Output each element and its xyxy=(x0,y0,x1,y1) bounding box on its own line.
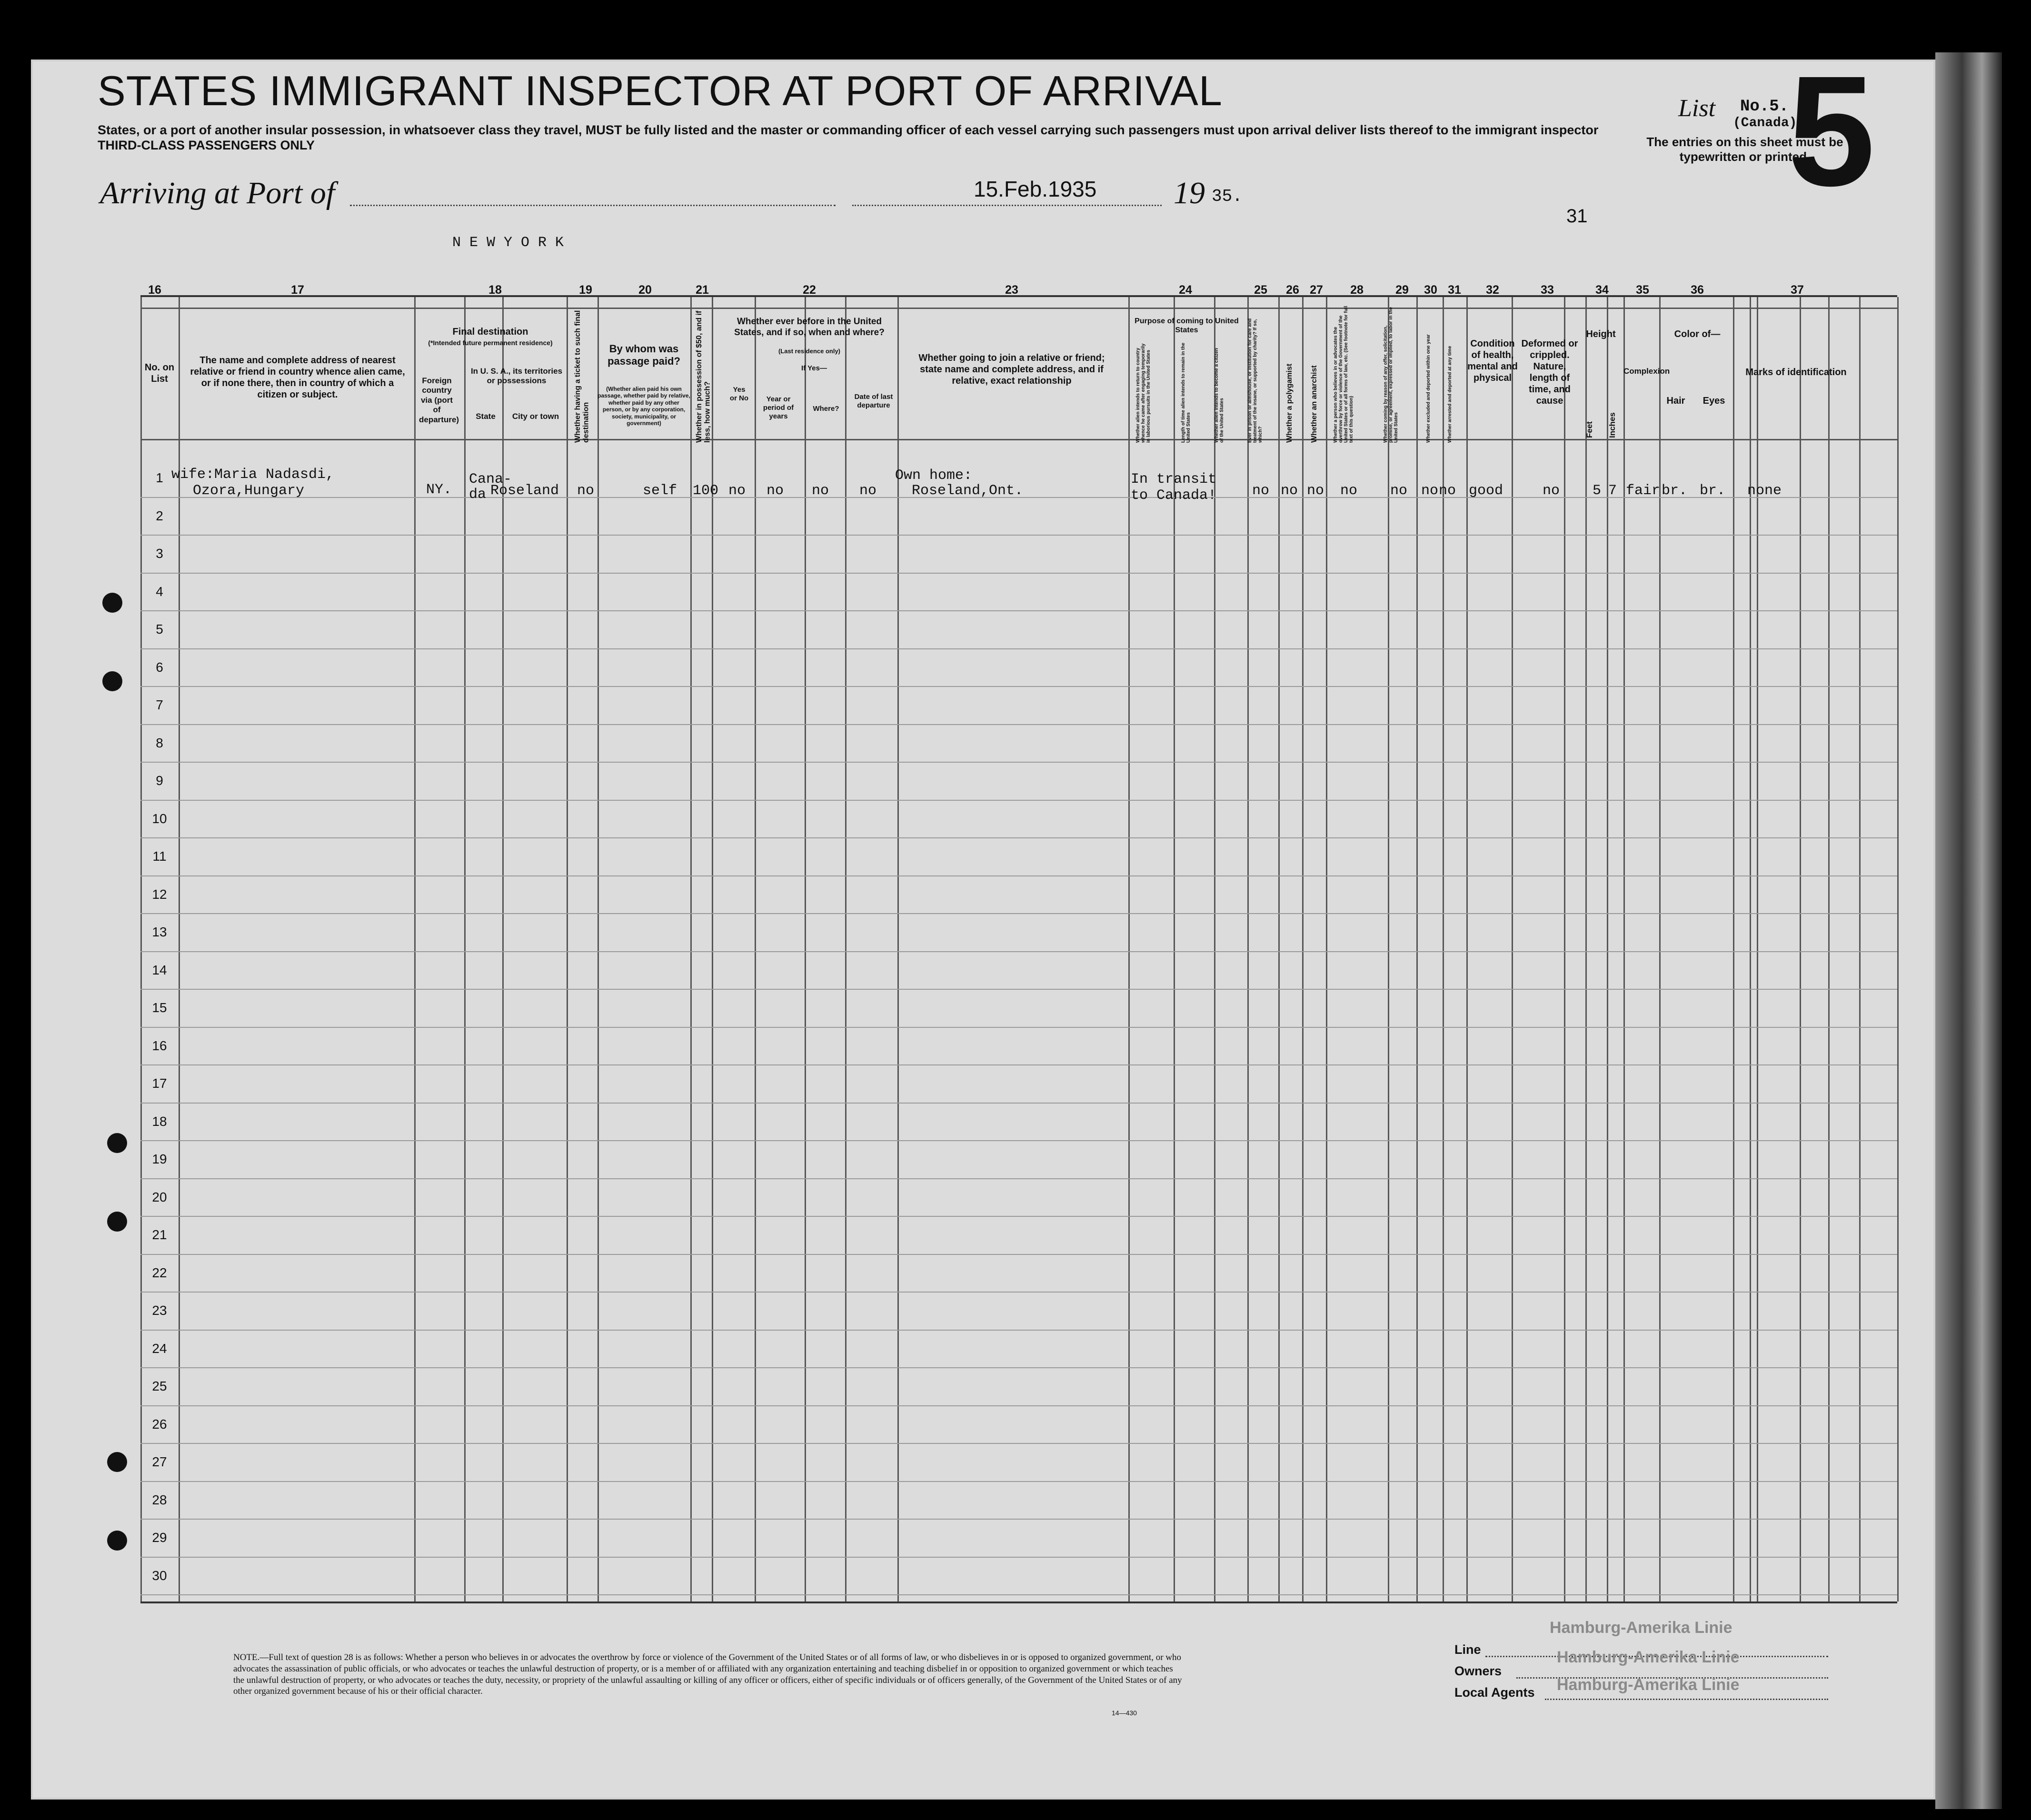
col-num-23: 23 xyxy=(1005,283,1018,297)
binder-hole xyxy=(102,671,122,691)
row-number: 7 xyxy=(156,697,163,712)
row-number: 8 xyxy=(156,735,163,750)
row-divider xyxy=(140,762,1897,763)
foreign-country-value: NY. xyxy=(426,482,452,498)
hair-value: br. xyxy=(1662,483,1688,499)
marks-value: none xyxy=(1747,483,1782,499)
line-label: Line xyxy=(1454,1642,1481,1657)
col-num-34: 34 xyxy=(1595,283,1609,297)
row-number: 19 xyxy=(152,1152,167,1166)
row-number: 23 xyxy=(152,1303,167,1318)
hdr-marks: Marks of identification xyxy=(1745,367,1847,378)
footnote-question-28: NOTE.—Full text of question 28 is as follows: Whether a person who believes in or advocates the overthrow by force or violence of the Government of the United States or of all forms of law, or who disbelieves in or is opposed to organized government, or who advocates the assassination of public officials, or who advocates or teaches the unlawful destruction of property, or is a member of or affiliated with any organization entertaining and teaching disbelief in or opposition to organized government or which teaches the unlawful destruction of property, or who advocates or teaches the duty, necessity, or propriety of the unlawful assaulting or killing of any officer or officers, either of specific individuals or of officers generally, of the Government of the United States or of any other organized government because of his or their official character. xyxy=(233,1652,1182,1697)
hdr-overthrow: Whether a person who believes in or advocates the overthrow by force or violence of the Government of the United States or of all forms of law, etc. (See footnote for full text of this question) xyxy=(1333,306,1354,443)
row-number: 22 xyxy=(152,1265,167,1280)
relative-address: Ozora,Hungary xyxy=(193,483,305,499)
col-num-21: 21 xyxy=(696,283,709,297)
owners-stamp: Hamburg-Amerika Linie xyxy=(1557,1648,1740,1666)
hdr-polygamist: Whether a polygamist xyxy=(1285,363,1294,443)
owners-label: Owners xyxy=(1454,1664,1502,1678)
row-number: 13 xyxy=(152,925,167,939)
hdr-passage-paid-sub: (Whether alien paid his own passage, whether paid by relative, whether paid by any other person, or by any corporation, society, municipality, or government) xyxy=(597,386,690,427)
row-divider xyxy=(140,875,1897,876)
row-divider xyxy=(140,913,1897,914)
row-divider xyxy=(140,837,1897,838)
list-label: List xyxy=(1678,95,1716,122)
hdr-state: State xyxy=(476,412,496,421)
feet-value: 5 xyxy=(1593,483,1602,499)
arriving-label: Arriving at Port of xyxy=(100,176,335,210)
row-divider xyxy=(140,1140,1897,1141)
hdr-final-destination-sub: (*Intended future permanent residence) xyxy=(428,339,553,347)
row-number: 29 xyxy=(152,1530,167,1545)
col-num-16: 16 xyxy=(148,283,161,297)
hdr-yes-no: Yes or No xyxy=(729,386,749,402)
arrival-date: 15.Feb.1935 xyxy=(974,177,1097,201)
hdr-deformed: Deformed or crippled. Nature, length of time, and cause xyxy=(1521,338,1578,406)
row-number: 4 xyxy=(156,584,163,599)
hdr-height: Height xyxy=(1586,329,1616,339)
deported-value: no xyxy=(1439,483,1456,499)
hdr-purpose: Purpose of coming to United States xyxy=(1135,317,1239,335)
row-number: 5 xyxy=(156,622,163,637)
hdr-final-destination: Final destination xyxy=(452,327,528,337)
sheet-big-number: 5 xyxy=(1788,43,1875,219)
header-instruction: States, or a port of another insular possession, in whatsoever class they travel, MUST be fully listed and the master or commanding officer of each vessel carrying such passengers must upon arrival deliver lists thereof to the immigrant inspector xyxy=(98,123,1599,137)
hdr-last-departure: Date of last departure xyxy=(854,393,893,409)
col-num-27: 27 xyxy=(1310,283,1323,297)
row-divider xyxy=(140,1178,1897,1179)
hdr-no-on-list: No. on List xyxy=(144,362,175,384)
hdr-purpose-citizen: Whether alien intends to become a citizen of the United States xyxy=(1214,348,1225,443)
col-num-33: 33 xyxy=(1541,283,1554,297)
col-num-29: 29 xyxy=(1395,283,1409,297)
row-divider xyxy=(140,1103,1897,1104)
hdr-complexion: Complexion xyxy=(1623,367,1670,376)
join-value-1: Own home: xyxy=(895,467,973,484)
ticket-value: no xyxy=(577,483,595,499)
row-number: 10 xyxy=(152,811,167,826)
row-divider xyxy=(140,686,1897,687)
col-num-31: 31 xyxy=(1448,283,1461,297)
anarchist-value: no xyxy=(1307,483,1324,499)
complexion-value: fair xyxy=(1626,483,1661,499)
list-number: No.5. xyxy=(1740,98,1789,116)
row-number: 18 xyxy=(152,1114,167,1129)
passage-value: self xyxy=(643,483,677,499)
hdr-money: Whether in possession of $50, and if less, how much? xyxy=(695,310,712,443)
excluded-value: no xyxy=(1421,483,1439,499)
hdr-if-yes: If Yes— xyxy=(801,364,827,372)
binder-hole xyxy=(107,1452,127,1472)
where-value: no xyxy=(812,483,829,499)
row-number: 17 xyxy=(152,1076,167,1091)
deformed-value: no xyxy=(1543,483,1560,499)
row-number: 9 xyxy=(156,773,163,788)
polygamist-value: no xyxy=(1281,483,1298,499)
hdr-deported: Whether arrested and deported at any time xyxy=(1447,346,1453,443)
row-number: 12 xyxy=(152,886,167,902)
row-number: 24 xyxy=(152,1341,167,1356)
hdr-purpose-length: Length of time alien intends to remain in the United States xyxy=(1181,342,1191,443)
inches-value: 7 xyxy=(1608,483,1617,499)
eyes-value: br. xyxy=(1700,483,1726,499)
book-binding-edge xyxy=(1935,52,2002,1809)
col-num-30: 30 xyxy=(1424,283,1437,297)
row-divider xyxy=(140,1027,1897,1028)
col-num-19: 19 xyxy=(579,283,592,297)
agents-stamp: Hamburg-Amerika Linie xyxy=(1557,1676,1740,1694)
row-divider xyxy=(140,1064,1897,1065)
row-number: 16 xyxy=(152,1038,167,1053)
row-divider xyxy=(140,1367,1897,1368)
hdr-prison: Ever in prison or almshouse, or institution for care and treatment of the insane, or supported by charity? If so, which? xyxy=(1247,318,1263,443)
row-number: 28 xyxy=(152,1492,167,1507)
row-number: 6 xyxy=(156,659,163,675)
row-divider xyxy=(140,1216,1897,1217)
port-line xyxy=(350,205,836,206)
state-value-2: da xyxy=(469,487,487,503)
join-value-2: Roseland,Ont. xyxy=(912,483,1024,499)
ever-before-value: no xyxy=(728,483,746,499)
row-number: 15 xyxy=(152,1000,167,1015)
binder-hole xyxy=(107,1531,127,1551)
page-title: STATES IMMIGRANT INSPECTOR AT PORT OF ARRIVAL xyxy=(98,67,1223,114)
hdr-offer: Whether coming by reason of any offer, solicitation, promise, or agreement, expressed or implied, to labor in the United States xyxy=(1383,307,1399,443)
row-divider xyxy=(140,1254,1897,1255)
hdr-passage-paid: By whom was passage paid? xyxy=(607,343,680,368)
city-value: Roseland xyxy=(490,483,559,499)
col-num-24: 24 xyxy=(1179,283,1192,297)
row-divider xyxy=(140,1443,1897,1444)
row-number: 2 xyxy=(156,508,163,523)
col-num-36: 36 xyxy=(1691,283,1704,297)
overthrow-value: no xyxy=(1340,483,1358,499)
hdr-years: Year or period of years xyxy=(763,395,794,420)
list-subtitle: (Canada) xyxy=(1733,116,1797,130)
col-num-37: 37 xyxy=(1791,283,1804,297)
hdr-city: City or town xyxy=(512,412,559,421)
row-divider xyxy=(140,1557,1897,1558)
sheet-number: 31 xyxy=(1566,206,1588,227)
header-divider xyxy=(140,439,1897,440)
prison-value: no xyxy=(1252,483,1270,499)
row-divider xyxy=(140,800,1897,801)
header-divider xyxy=(140,308,1897,309)
last-departure-value: no xyxy=(859,483,877,499)
hdr-join-relative: Whether going to join a relative or friend; state name and complete address, and if relative, exact relationship xyxy=(918,353,1105,386)
offer-value: no xyxy=(1390,483,1408,499)
hdr-in-usa: In U. S. A., its territories or possessions xyxy=(470,367,563,386)
row-divider xyxy=(140,1594,1897,1595)
row-divider xyxy=(140,573,1897,574)
purpose-value-2: to Canada! xyxy=(1131,487,1217,504)
line-stamp: Hamburg-Amerika Linie xyxy=(1550,1619,1732,1637)
hdr-inches: Inches xyxy=(1608,412,1617,438)
col-num-26: 26 xyxy=(1286,283,1299,297)
col-num-17: 17 xyxy=(291,283,304,297)
row-divider xyxy=(140,1519,1897,1520)
hdr-excluded: Whether excluded and deported within one year xyxy=(1426,334,1431,443)
agents-label: Local Agents xyxy=(1454,1685,1535,1700)
year-suffix: 35. xyxy=(1212,187,1243,206)
binder-hole xyxy=(107,1133,127,1153)
row-number: 30 xyxy=(152,1568,167,1583)
row-number: 27 xyxy=(152,1454,167,1469)
row-number: 26 xyxy=(152,1416,167,1432)
binder-hole xyxy=(107,1212,127,1232)
row-divider xyxy=(140,1330,1897,1331)
hdr-ever-before: Whether ever before in the United States, and if so, when and where? xyxy=(734,317,885,338)
binder-hole xyxy=(102,593,122,613)
hdr-ever-before-sub: (Last residence only) xyxy=(778,348,841,355)
hdr-anarchist: Whether an anarchist xyxy=(1310,365,1318,443)
row-divider xyxy=(140,535,1897,536)
health-value: good xyxy=(1469,483,1503,499)
hdr-relative: The name and complete address of nearest relative or friend in country whence alien came, or if none there, then in country of which a citizen or subject. xyxy=(190,355,405,400)
col-num-32: 32 xyxy=(1486,283,1499,297)
purpose-value-1: In transit xyxy=(1131,471,1217,487)
col-num-18: 18 xyxy=(488,283,502,297)
money-value: 100 xyxy=(693,483,719,499)
hdr-hair: Hair xyxy=(1666,396,1685,406)
row-number: 1 xyxy=(156,470,163,485)
state-value-1: Cana- xyxy=(469,471,512,487)
date-line xyxy=(852,205,1162,206)
row-number: 14 xyxy=(152,962,167,977)
relative-name: wife:Maria Nadasdi, xyxy=(171,467,335,483)
row-number: 3 xyxy=(156,546,163,561)
port-value: N E W Y O R K xyxy=(452,235,564,251)
col-num-25: 25 xyxy=(1254,283,1267,297)
row-divider xyxy=(140,1405,1897,1406)
row-number: 21 xyxy=(152,1227,167,1242)
years-value: no xyxy=(767,483,784,499)
typewritten-instruction: The entries on this sheet must be typewritten or printed. xyxy=(1646,135,1843,164)
hdr-where: Where? xyxy=(813,405,839,413)
year-prefix: 19 xyxy=(1174,176,1205,210)
col-num-22: 22 xyxy=(803,283,816,297)
hdr-foreign-country: Foreign country via (port of departure) xyxy=(419,376,459,424)
row-divider xyxy=(140,648,1897,649)
row-divider xyxy=(140,1292,1897,1293)
hdr-ticket: Whether having a ticket to such final destination xyxy=(574,310,590,443)
hdr-color-of: Color of— xyxy=(1674,329,1721,339)
row-divider xyxy=(140,1481,1897,1482)
row-divider xyxy=(140,989,1897,990)
hdr-purpose-return: Whether alien intends to return to country whence he came after engaging temporarily in laborious pursuits in the United States xyxy=(1135,343,1151,443)
row-divider xyxy=(140,610,1897,611)
row-number: 20 xyxy=(152,1189,167,1204)
col-num-28: 28 xyxy=(1350,283,1364,297)
row-divider xyxy=(140,951,1897,952)
row-divider xyxy=(140,724,1897,725)
col-num-20: 20 xyxy=(638,283,652,297)
class-line: THIRD-CLASS PASSENGERS ONLY xyxy=(98,138,315,152)
hdr-eyes: Eyes xyxy=(1702,396,1725,406)
row-number: 11 xyxy=(152,849,167,864)
form-code: 14—430 xyxy=(1112,1709,1137,1717)
hdr-feet: Feet xyxy=(1585,421,1594,438)
col-num-35: 35 xyxy=(1636,283,1649,297)
hdr-health: Condition of health, mental and physical xyxy=(1467,338,1518,383)
row-number: 25 xyxy=(152,1379,167,1393)
